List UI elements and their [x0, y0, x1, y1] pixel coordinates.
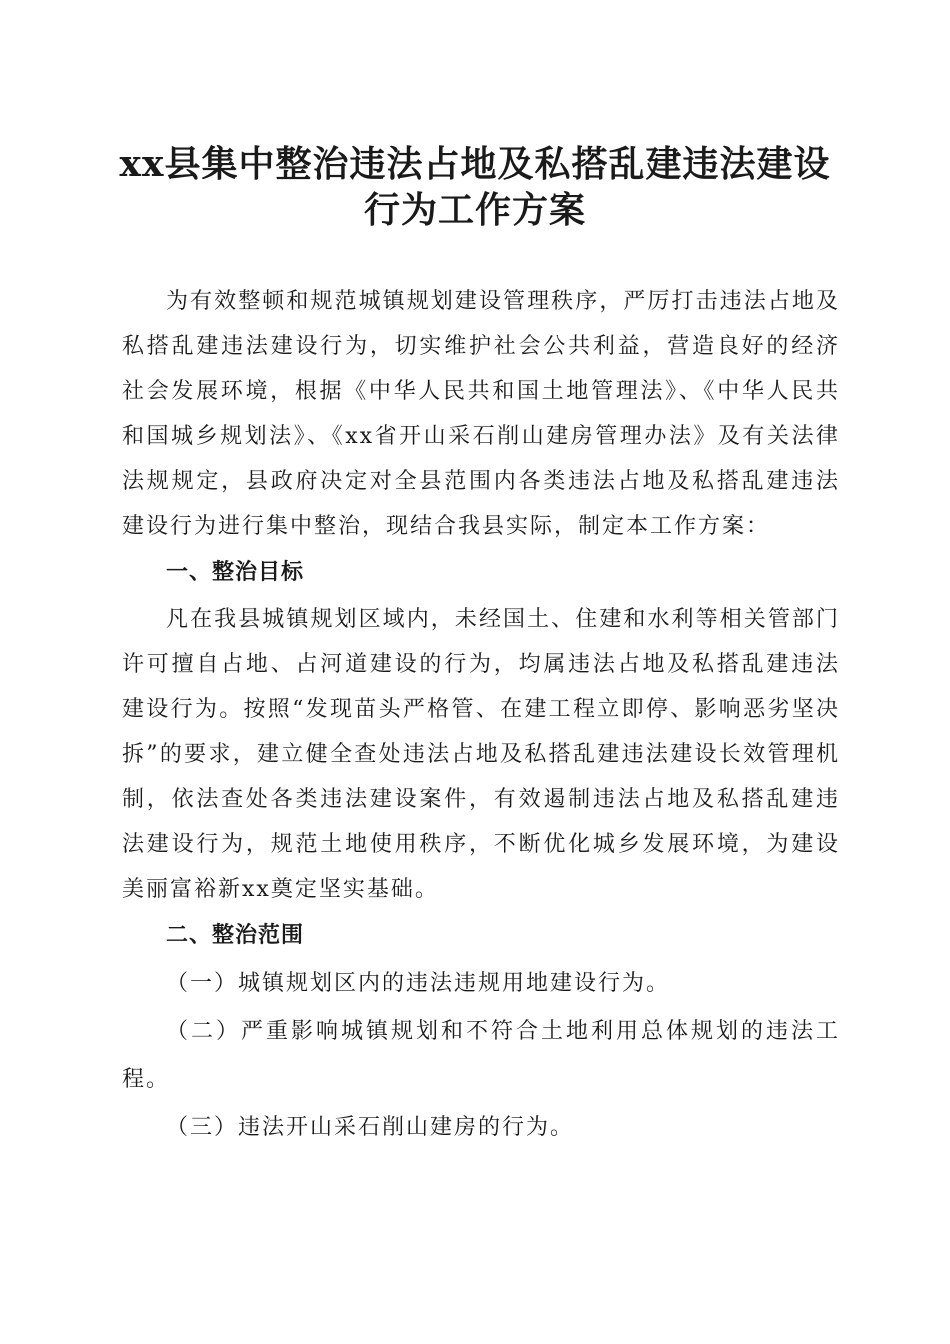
document-title-line-2: 行为工作方案	[363, 189, 586, 231]
section-2-item-2: （二）严重影响城镇规划和不符合土地利用总体规划的违法工程。	[122, 1019, 840, 1092]
document-body	[122, 279, 840, 1152]
document-title-line-1: xx县集中整治违法占地及私搭乱建违法建设	[119, 143, 831, 185]
section-2-item-3: （三）违法开山采石削山建房的行为。	[166, 1115, 575, 1140]
intro-paragraph: 为有效整顿和规范城镇规划建设管理秩序，严厉打击违法占地及私搭乱建违法建设行为，切实维护社会公共利益，营造良好的经济社会发展环境，根据《中华人民共和国土地管理法》、《中华人民共和国城乡规划法》、《xx省开山采石削山建房管理办法》及有关法律法规规定，县政府决定对全县范围内各类违法占地及私搭乱建违法建设行为进行集中整治，现结合我县实际，制定本工作方案：	[122, 289, 840, 539]
section-1-paragraph: 凡在我县城镇规划区域内，未经国土、住建和水利等相关管部门许可擅自占地、占河道建设的行为，均属违法占地及私搭乱建违法建设行为。按照“发现苗头严格管、在建工程立即停、影响恶劣坚决拆”的要求，建立健全查处违法占地及私搭乱建违法建设长效管理机制，依法查处各类违法建设案件，有效遏制违法占地及私搭乱建违法建设行为，规范土地使用秩序，不断优化城乡发展环境，为建设美丽富裕新xx奠定坚实基础。	[122, 607, 840, 902]
section-2-heading: 二、整治范围	[166, 923, 305, 948]
section-2-item-1: （一）城镇规划区内的违法违规用地建设行为。	[166, 971, 671, 996]
section-1-heading: 一、整治目标	[166, 560, 305, 585]
